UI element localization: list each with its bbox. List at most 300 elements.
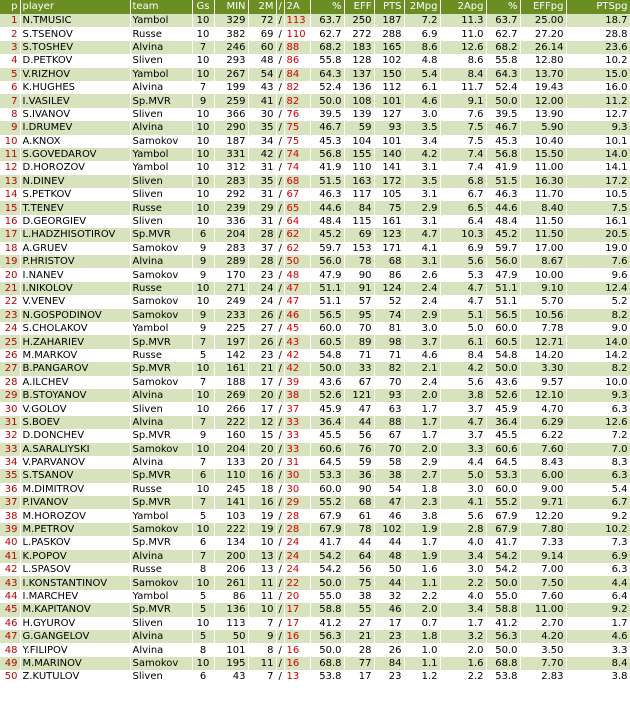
- two-made-pg-cell: 1.8: [404, 630, 440, 643]
- games-cell: 10: [192, 108, 214, 121]
- table-row: [0, 496, 630, 509]
- pct-cell: 45.2: [310, 228, 344, 241]
- minutes-cell: 331: [214, 148, 248, 161]
- two-made-pg-cell: 1.7: [404, 536, 440, 549]
- slash-cell: /: [276, 268, 284, 281]
- table-row: [0, 643, 630, 656]
- table-row: [0, 242, 630, 255]
- two-made-pg-cell: 3.7: [404, 335, 440, 348]
- two-attempted-cell: 110: [284, 27, 310, 40]
- minutes-cell: 336: [214, 215, 248, 228]
- player-name-cell[interactable]: I.KONSTANTINOV: [20, 576, 130, 589]
- eff-pg-cell: 9.57: [520, 376, 566, 389]
- col-header-2pt-attempted[interactable]: 2A: [284, 0, 310, 14]
- pts-cell: 187: [374, 14, 404, 27]
- rank-cell: 4: [0, 54, 20, 67]
- two-made-cell: 42: [248, 148, 276, 161]
- col-header-pct-pg[interactable]: %: [486, 0, 520, 14]
- col-header-pts[interactable]: PTS: [374, 0, 404, 14]
- two-attempted-pg-cell: 6.1: [440, 335, 486, 348]
- games-cell: 10: [192, 483, 214, 496]
- eff-pg-cell: 10.40: [520, 135, 566, 148]
- pts-pg-cell: 1.7: [566, 617, 630, 630]
- team-cell: Yambol: [130, 322, 192, 335]
- pts-pg-cell: 9.6: [566, 268, 630, 281]
- pct-cell: 45.5: [310, 429, 344, 442]
- player-name-cell[interactable]: S.BOEV: [20, 416, 130, 429]
- player-name-cell[interactable]: D.GEORGIEV: [20, 215, 130, 228]
- col-header-games[interactable]: Gs: [192, 0, 214, 14]
- two-made-cell: 43: [248, 81, 276, 94]
- table-row: [0, 215, 630, 228]
- player-name-cell[interactable]: B.PANGAROV: [20, 362, 130, 375]
- pts-pg-cell: 17.2: [566, 175, 630, 188]
- pts-cell: 88: [374, 416, 404, 429]
- eff-pg-cell: 2.70: [520, 617, 566, 630]
- player-name-cell[interactable]: S.CHOLAKOV: [20, 322, 130, 335]
- table-row: [0, 135, 630, 148]
- two-made-pg-cell: 1.9: [404, 523, 440, 536]
- player-name-cell[interactable]: H.ZAHARIEV: [20, 335, 130, 348]
- eff-pg-cell: 12.80: [520, 54, 566, 67]
- games-cell: 5: [192, 509, 214, 522]
- two-made-cell: 37: [248, 242, 276, 255]
- player-name-cell[interactable]: P.HRISTOV: [20, 255, 130, 268]
- rank-cell: 26: [0, 349, 20, 362]
- player-name-cell[interactable]: D.DONCHEV: [20, 429, 130, 442]
- player-name-cell[interactable]: A.GRUEV: [20, 242, 130, 255]
- pts-cell: 93: [374, 121, 404, 134]
- team-cell: Alvina: [130, 643, 192, 656]
- pct-pg-cell: 45.9: [486, 402, 520, 415]
- two-attempted-cell: 33: [284, 443, 310, 456]
- two-made-cell: 17: [248, 376, 276, 389]
- rank-cell: 11: [0, 148, 20, 161]
- pct-cell: 45.3: [310, 135, 344, 148]
- player-name-cell[interactable]: P.IVANOV: [20, 496, 130, 509]
- table-row: [0, 469, 630, 482]
- player-name-cell[interactable]: I.DRUMEV: [20, 121, 130, 134]
- pct-cell: 63.7: [310, 14, 344, 27]
- two-made-cell: 20: [248, 389, 276, 402]
- pct-cell: 67.9: [310, 509, 344, 522]
- team-cell: Alvina: [130, 81, 192, 94]
- two-made-cell: 16: [248, 469, 276, 482]
- table-row: [0, 590, 630, 603]
- player-name-cell[interactable]: H.GYUROV: [20, 617, 130, 630]
- pct-cell: 60.6: [310, 443, 344, 456]
- two-attempted-cell: 31: [284, 456, 310, 469]
- table-row: [0, 657, 630, 670]
- eff-cell: 155: [344, 148, 374, 161]
- two-attempted-cell: 17: [284, 603, 310, 616]
- player-name-cell[interactable]: K.HUGHES: [20, 81, 130, 94]
- player-name-cell[interactable]: M.MARKOV: [20, 349, 130, 362]
- player-name-cell[interactable]: V.VENEV: [20, 295, 130, 308]
- two-attempted-pg-cell: 4.7: [440, 282, 486, 295]
- two-attempted-cell: 30: [284, 469, 310, 482]
- player-name-cell[interactable]: N.DINEV: [20, 175, 130, 188]
- two-attempted-pg-cell: 7.6: [440, 108, 486, 121]
- rank-cell: 15: [0, 201, 20, 214]
- player-name-cell[interactable]: D.HOROZOV: [20, 161, 130, 174]
- pct-cell: 60.0: [310, 322, 344, 335]
- minutes-cell: 110: [214, 469, 248, 482]
- pct-cell: 46.3: [310, 188, 344, 201]
- minutes-cell: 382: [214, 27, 248, 40]
- pct-pg-cell: 48.4: [486, 215, 520, 228]
- two-attempted-cell: 17: [284, 617, 310, 630]
- two-attempted-cell: 75: [284, 121, 310, 134]
- two-attempted-cell: 113: [284, 14, 310, 27]
- pts-pg-cell: 14.0: [566, 148, 630, 161]
- eff-cell: 68: [344, 496, 374, 509]
- games-cell: 9: [192, 94, 214, 107]
- two-made-cell: 26: [248, 309, 276, 322]
- games-cell: 7: [192, 335, 214, 348]
- player-name-cell[interactable]: M.PETROV: [20, 523, 130, 536]
- games-cell: 9: [192, 322, 214, 335]
- two-attempted-cell: 82: [284, 81, 310, 94]
- pts-pg-cell: 15.0: [566, 68, 630, 81]
- pts-cell: 44: [374, 536, 404, 549]
- player-name-cell[interactable]: S.GOVEDAROV: [20, 148, 130, 161]
- two-made-cell: 69: [248, 27, 276, 40]
- two-made-pg-cell: 2.4: [404, 282, 440, 295]
- player-name-cell[interactable]: M.MARINOV: [20, 657, 130, 670]
- table-row: [0, 402, 630, 415]
- two-attempted-cell: 28: [284, 523, 310, 536]
- slash-cell: /: [276, 242, 284, 255]
- two-attempted-cell: 33: [284, 416, 310, 429]
- games-cell: 10: [192, 54, 214, 67]
- two-made-cell: 18: [248, 483, 276, 496]
- table-row: [0, 630, 630, 643]
- two-attempted-pg-cell: 11.7: [440, 81, 486, 94]
- eff-pg-cell: 4.20: [520, 630, 566, 643]
- two-attempted-cell: 22: [284, 576, 310, 589]
- two-attempted-pg-cell: 3.7: [440, 402, 486, 415]
- rank-cell: 33: [0, 443, 20, 456]
- player-name-cell[interactable]: K.POPOV: [20, 550, 130, 563]
- two-made-cell: 12: [248, 416, 276, 429]
- pct-pg-cell: 60.0: [486, 483, 520, 496]
- pct-cell: 39.5: [310, 108, 344, 121]
- table-row: [0, 509, 630, 522]
- two-attempted-pg-cell: 5.6: [440, 255, 486, 268]
- two-made-cell: 13: [248, 563, 276, 576]
- team-cell: Sp.MVR: [130, 228, 192, 241]
- player-name-cell[interactable]: L.SPASOV: [20, 563, 130, 576]
- player-name-cell[interactable]: I.MARCHEV: [20, 590, 130, 603]
- slash-cell: /: [276, 362, 284, 375]
- player-name-cell[interactable]: L.HADZHISOTIROV: [20, 228, 130, 241]
- two-made-cell: 54: [248, 68, 276, 81]
- eff-pg-cell: 9.71: [520, 496, 566, 509]
- two-attempted-cell: 16: [284, 657, 310, 670]
- team-cell: Yambol: [130, 68, 192, 81]
- slash-cell: /: [276, 161, 284, 174]
- team-cell: Sliven: [130, 215, 192, 228]
- pts-cell: 75: [374, 201, 404, 214]
- player-name-cell[interactable]: M.DIMITROV: [20, 483, 130, 496]
- two-made-pg-cell: 1.8: [404, 483, 440, 496]
- minutes-cell: 134: [214, 536, 248, 549]
- rank-cell: 30: [0, 402, 20, 415]
- rank-cell: 13: [0, 175, 20, 188]
- col-header-minutes[interactable]: MIN: [214, 0, 248, 14]
- pts-pg-cell: 4.4: [566, 576, 630, 589]
- player-name-cell[interactable]: M.KAPITANOV: [20, 603, 130, 616]
- player-name-cell[interactable]: A.SARALIYSKI: [20, 443, 130, 456]
- two-made-pg-cell: 1.6: [404, 563, 440, 576]
- pts-pg-cell: 8.2: [566, 362, 630, 375]
- two-attempted-cell: 13: [284, 670, 310, 683]
- pct-pg-cell: 41.9: [486, 161, 520, 174]
- rank-cell: 43: [0, 576, 20, 589]
- pts-cell: 171: [374, 242, 404, 255]
- pct-pg-cell: 41.7: [486, 536, 520, 549]
- pct-pg-cell: 50.0: [486, 643, 520, 656]
- player-name-cell[interactable]: S.TSENOV: [20, 27, 130, 40]
- minutes-cell: 283: [214, 175, 248, 188]
- pct-cell: 46.7: [310, 121, 344, 134]
- eff-cell: 137: [344, 68, 374, 81]
- two-made-pg-cell: 3.4: [404, 135, 440, 148]
- two-attempted-pg-cell: 5.6: [440, 376, 486, 389]
- two-attempted-pg-cell: 4.7: [440, 295, 486, 308]
- eff-cell: 59: [344, 121, 374, 134]
- two-attempted-cell: 30: [284, 483, 310, 496]
- slash-cell: /: [276, 456, 284, 469]
- two-made-cell: 31: [248, 188, 276, 201]
- slash-cell: /: [276, 483, 284, 496]
- team-cell: Sliven: [130, 108, 192, 121]
- pct-cell: 56.0: [310, 255, 344, 268]
- team-cell: Russe: [130, 201, 192, 214]
- table-row: [0, 188, 630, 201]
- two-made-pg-cell: 7.2: [404, 14, 440, 27]
- team-cell: Sp.MVR: [130, 362, 192, 375]
- team-cell: Yambol: [130, 509, 192, 522]
- pct-cell: 56.8: [310, 148, 344, 161]
- minutes-cell: 204: [214, 443, 248, 456]
- slash-cell: /: [276, 121, 284, 134]
- eff-cell: 90: [344, 268, 374, 281]
- col-header-pts-pg[interactable]: PTSpg: [566, 0, 630, 14]
- pts-cell: 54: [374, 483, 404, 496]
- eff-cell: 95: [344, 309, 374, 322]
- pct-cell: 48.4: [310, 215, 344, 228]
- slash-cell: /: [276, 550, 284, 563]
- player-name-cell[interactable]: N.GOSPODINOV: [20, 309, 130, 322]
- minutes-cell: 239: [214, 201, 248, 214]
- eff-pg-cell: 12.10: [520, 389, 566, 402]
- player-name-cell[interactable]: Z.KUTULOV: [20, 670, 130, 683]
- col-header-team[interactable]: team: [130, 0, 192, 14]
- minutes-cell: 222: [214, 416, 248, 429]
- pts-pg-cell: 14.2: [566, 349, 630, 362]
- player-name-cell[interactable]: Y.FILIPOV: [20, 643, 130, 656]
- rank-cell: 50: [0, 670, 20, 683]
- eff-pg-cell: 9.00: [520, 483, 566, 496]
- minutes-cell: 293: [214, 54, 248, 67]
- pts-cell: 101: [374, 94, 404, 107]
- player-name-cell[interactable]: T.TENEV: [20, 201, 130, 214]
- minutes-cell: 188: [214, 376, 248, 389]
- player-name-cell[interactable]: I.NANEV: [20, 268, 130, 281]
- two-attempted-pg-cell: 3.4: [440, 550, 486, 563]
- player-name-cell[interactable]: D.PETKOV: [20, 54, 130, 67]
- eff-cell: 28: [344, 643, 374, 656]
- two-attempted-pg-cell: 11.3: [440, 14, 486, 27]
- slash-cell: /: [276, 188, 284, 201]
- two-attempted-pg-cell: 6.4: [440, 215, 486, 228]
- two-attempted-cell: 64: [284, 215, 310, 228]
- player-name-cell[interactable]: V.PARVANOV: [20, 456, 130, 469]
- games-cell: 10: [192, 135, 214, 148]
- player-name-cell[interactable]: A.KNOX: [20, 135, 130, 148]
- player-name-cell[interactable]: M.HOROZOV: [20, 509, 130, 522]
- games-cell: 10: [192, 576, 214, 589]
- pct-cell: 54.2: [310, 550, 344, 563]
- pct-cell: 50.0: [310, 362, 344, 375]
- pct-cell: 54.8: [310, 349, 344, 362]
- player-name-cell[interactable]: S.PETKOV: [20, 188, 130, 201]
- eff-cell: 139: [344, 108, 374, 121]
- pts-cell: 47: [374, 496, 404, 509]
- table-row: [0, 389, 630, 402]
- two-made-pg-cell: 2.7: [404, 469, 440, 482]
- pct-pg-cell: 56.3: [486, 630, 520, 643]
- eff-cell: 153: [344, 242, 374, 255]
- team-cell: Sliven: [130, 402, 192, 415]
- rank-cell: 18: [0, 242, 20, 255]
- player-name-cell[interactable]: V.GOLOV: [20, 402, 130, 415]
- two-made-pg-cell: 6.1: [404, 81, 440, 94]
- pct-cell: 41.9: [310, 161, 344, 174]
- two-attempted-cell: 88: [284, 41, 310, 54]
- player-name-cell[interactable]: S.TSANOV: [20, 469, 130, 482]
- player-name-cell[interactable]: A.ILCHEV: [20, 376, 130, 389]
- pts-cell: 102: [374, 54, 404, 67]
- pts-cell: 26: [374, 643, 404, 656]
- rank-cell: 38: [0, 509, 20, 522]
- col-header-2pt-made-pg[interactable]: 2Mpg: [404, 0, 440, 14]
- player-name-cell[interactable]: V.RIZHOV: [20, 68, 130, 81]
- minutes-cell: 312: [214, 161, 248, 174]
- pct-cell: 58.8: [310, 603, 344, 616]
- pts-pg-cell: 3.8: [566, 670, 630, 683]
- team-cell: Yambol: [130, 161, 192, 174]
- table-row: [0, 416, 630, 429]
- eff-cell: 44: [344, 536, 374, 549]
- two-made-cell: 29: [248, 201, 276, 214]
- col-header-eff-pg[interactable]: EFFpg: [520, 0, 566, 14]
- pct-pg-cell: 58.8: [486, 603, 520, 616]
- player-name-cell[interactable]: L.PASKOV: [20, 536, 130, 549]
- eff-pg-cell: 11.50: [520, 215, 566, 228]
- player-name-cell[interactable]: I.NIKOLOV: [20, 282, 130, 295]
- pts-cell: 124: [374, 282, 404, 295]
- rank-cell: 49: [0, 657, 20, 670]
- player-name-cell[interactable]: S.TOSHEV: [20, 41, 130, 54]
- pts-cell: 86: [374, 268, 404, 281]
- games-cell: 10: [192, 14, 214, 27]
- pts-pg-cell: 12.6: [566, 416, 630, 429]
- player-name-cell[interactable]: S.IVANOV: [20, 108, 130, 121]
- pct-pg-cell: 59.7: [486, 242, 520, 255]
- rank-cell: 20: [0, 268, 20, 281]
- col-header-rank[interactable]: p: [0, 0, 20, 14]
- eff-cell: 55: [344, 603, 374, 616]
- table-row: [0, 456, 630, 469]
- minutes-cell: 204: [214, 228, 248, 241]
- col-header-player[interactable]: player: [20, 0, 130, 14]
- table-row: [0, 148, 630, 161]
- two-attempted-pg-cell: 6.7: [440, 188, 486, 201]
- eff-pg-cell: 7.60: [520, 443, 566, 456]
- games-cell: 5: [192, 590, 214, 603]
- col-header-slash: /: [276, 0, 284, 14]
- slash-cell: /: [276, 54, 284, 67]
- eff-cell: 117: [344, 188, 374, 201]
- pts-pg-cell: 6.3: [566, 563, 630, 576]
- pct-pg-cell: 52.6: [486, 389, 520, 402]
- eff-cell: 21: [344, 630, 374, 643]
- table-row: [0, 617, 630, 630]
- col-header-2pt-attempted-pg[interactable]: 2Apg: [440, 0, 486, 14]
- team-cell: Sp.MVR: [130, 429, 192, 442]
- two-made-pg-cell: 3.0: [404, 322, 440, 335]
- player-name-cell[interactable]: N.TMUSIC: [20, 14, 130, 27]
- team-cell: Alvina: [130, 389, 192, 402]
- col-header-eff[interactable]: EFF: [344, 0, 374, 14]
- rank-cell: 32: [0, 429, 20, 442]
- two-attempted-pg-cell: 1.6: [440, 657, 486, 670]
- table-row: [0, 376, 630, 389]
- team-cell: Samokov: [130, 295, 192, 308]
- table-row: [0, 483, 630, 496]
- pct-cell: 67.9: [310, 523, 344, 536]
- col-header-2pt-made[interactable]: 2M: [248, 0, 276, 14]
- two-attempted-cell: 47: [284, 282, 310, 295]
- slash-cell: /: [276, 670, 284, 683]
- two-made-cell: 11: [248, 590, 276, 603]
- eff-cell: 76: [344, 443, 374, 456]
- two-made-pg-cell: 1.7: [404, 429, 440, 442]
- player-name-cell[interactable]: B.STOYANOV: [20, 389, 130, 402]
- player-name-cell[interactable]: I.VASILEV: [20, 94, 130, 107]
- pct-pg-cell: 54.2: [486, 563, 520, 576]
- slash-cell: /: [276, 376, 284, 389]
- two-made-cell: 27: [248, 322, 276, 335]
- pct-pg-cell: 60.6: [486, 443, 520, 456]
- team-cell: Samokov: [130, 443, 192, 456]
- two-made-pg-cell: 1.2: [404, 670, 440, 683]
- eff-cell: 89: [344, 335, 374, 348]
- table-row: [0, 523, 630, 536]
- pct-cell: 54.2: [310, 563, 344, 576]
- eff-pg-cell: 7.33: [520, 536, 566, 549]
- col-header-pct[interactable]: %: [310, 0, 344, 14]
- rank-cell: 9: [0, 121, 20, 134]
- two-attempted-cell: 16: [284, 630, 310, 643]
- pct-pg-cell: 51.1: [486, 295, 520, 308]
- pts-cell: 52: [374, 295, 404, 308]
- pct-pg-cell: 55.2: [486, 496, 520, 509]
- player-name-cell[interactable]: G.GANGELOV: [20, 630, 130, 643]
